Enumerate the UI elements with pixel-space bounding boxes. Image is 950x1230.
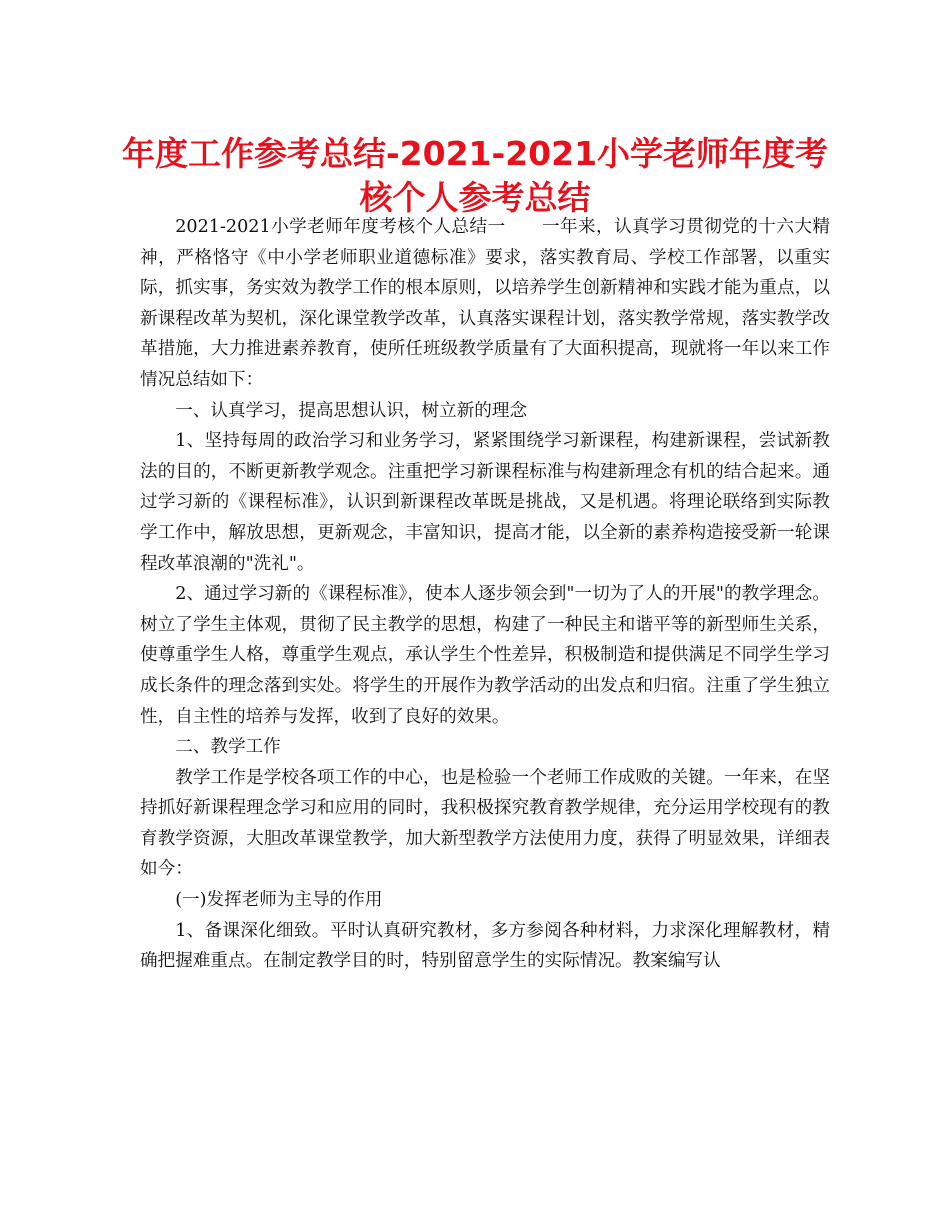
subsection-heading: (一)发挥老师为主导的作用 bbox=[175, 890, 383, 911]
section-heading: 二、教学工作 bbox=[175, 737, 281, 758]
paragraph-lead: 2021-2021小学老师年度考核个人总结一 bbox=[175, 217, 506, 237]
document-title-line-2: 核个人参考总结 bbox=[359, 178, 591, 217]
body-paragraph bbox=[140, 212, 830, 396]
document-title-line-1: 年度工作参考总结-2021-2021小学老师年度考 bbox=[121, 134, 829, 173]
paragraph-text: 一年来，认真学习贯彻党的十六大精神，严格恪守《中小学老师职业道德标准》要求，落实教育局、学校工作部署，以重实际，抓实事，务实效为教学工作的根本原则，以培养学生创新精神和实践才能为重点，以新课程改革为契机，深化课堂教学改革，认真落实课程计划，落实教学常规，落实教学改革措施，大力推进素养教育，使所任班级教学质量有了大面积提高，现就将一年以来工作情况总结如下： bbox=[140, 217, 830, 390]
document-body bbox=[140, 212, 830, 977]
body-paragraph: 1、坚持每周的政治学习和业务学习，紧紧围绕学习新课程，构建新课程，尝试新教法的目的，不断更新教学观念。注重把学习新课程标准与构建新理念有机的结合起来。通过学习新的《课程标准》，认识到新课程改革既是挑战，又是机遇。将理论联络到实际教学工作中，解放思想，更新观念，丰富知识，提高才能，以全新的素养构造接受新一轮课程改革浪潮的"洗礼"。 bbox=[140, 431, 830, 574]
section-heading: 一、认真学习，提高思想认识，树立新的理念 bbox=[175, 400, 528, 421]
body-paragraph: 2、通过学习新的《课程标准》，使本人逐步领会到"一切为了人的开展"的教学理念。树立了学生主体观，贯彻了民主教学的思想，构建了一种民主和谐平等的新型师生关系，使尊重学生人格，尊重学生观点，承认学生个性差异，积极制造和提供满足不同学生学习成长条件的理念落到实处。将学生的开展作为教学活动的出发点和归宿。注重了学生独立性，自主性的培养与发挥，收到了良好的效果。 bbox=[140, 584, 830, 727]
body-paragraph: 教学工作是学校各项工作的中心，也是检验一个老师工作成败的关键。一年来，在坚持抓好新课程理念学习和应用的同时，我积极探究教育教学规律，充分运用学校现有的教育教学资源，大胆改革课堂教学，加大新型教学方法使用力度，获得了明显效果，详细表如今： bbox=[140, 767, 830, 880]
body-paragraph: 1、备课深化细致。平时认真研究教材，多方参阅各种材料，力求深化理解教材，精确把握难重点。在制定教学目的时，特别留意学生的实际情况。教案编写认 bbox=[140, 920, 830, 972]
